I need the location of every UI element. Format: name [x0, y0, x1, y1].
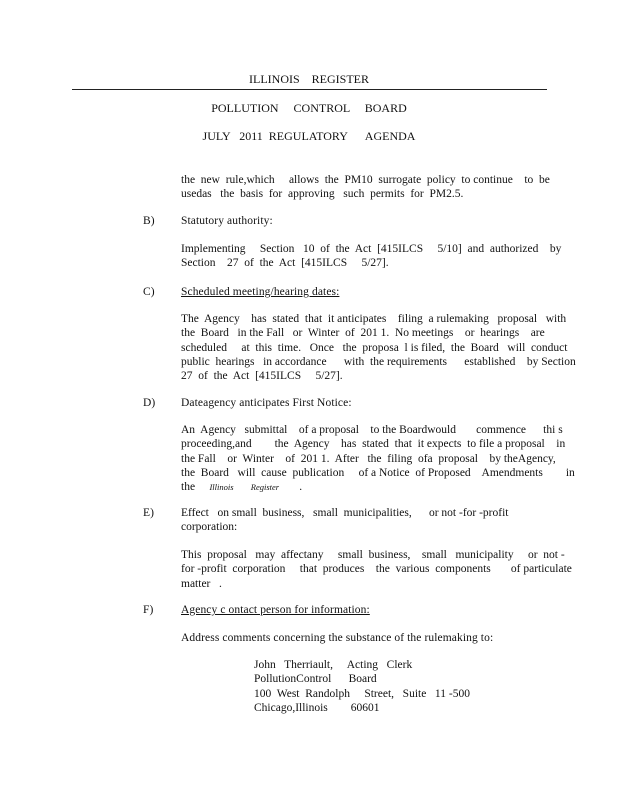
- header-rule: [72, 89, 547, 90]
- section-c-letter: C): [143, 286, 155, 298]
- body-line: This proposal may affectany small business, small municipality or not -: [181, 549, 565, 561]
- section-f-letter: F): [143, 604, 154, 616]
- body-line: Implementing Section 10 of the Act [415ILCS 5/10] and authorized by: [181, 243, 562, 255]
- board-title: POLLUTION CONTROL BOARD: [211, 101, 407, 115]
- intro-paragraph: [181, 173, 550, 202]
- illinois-italic: Illinois: [209, 482, 234, 493]
- section-d-heading: Dateagency anticipates First Notice:: [181, 397, 352, 409]
- heading-line: Effect on small business, small municipalities, or not -for -profit: [181, 507, 509, 519]
- body-line: proceeding,and the Agency has stated that it expects to file a proposal in: [181, 438, 566, 451]
- body-line: Section 27 of the Act [415ILCS 5/27].: [181, 257, 389, 270]
- body-line: matter .: [181, 577, 222, 590]
- section-b-body: [181, 242, 561, 271]
- section-f-heading: Agency c ontact person for information:: [181, 604, 370, 616]
- body-line: The Agency has stated that it anticipates filing a rulemaking proposal with: [181, 313, 567, 325]
- agenda-title: JULY 2011 REGULATORY AGENDA: [202, 129, 416, 143]
- section-e-heading: [181, 506, 508, 535]
- intro-line: usedas the basis for approving such permits for PM2.5.: [181, 188, 464, 201]
- section-d-body: [181, 423, 575, 494]
- body-line: the Board in the Fall or Winter of 201 1. No meetings or hearings are: [181, 327, 545, 340]
- register-title: ILLINOIS REGISTER: [249, 72, 369, 86]
- section-b-heading: Statutory authority:: [181, 215, 273, 227]
- contact-address: [254, 658, 470, 715]
- section-b-letter: B): [143, 215, 155, 227]
- section-e-body: [181, 548, 572, 591]
- register-italic: Register: [250, 482, 280, 493]
- body-line-last: [181, 480, 575, 494]
- intro-line: the new rule,which allows the PM10 surrogate policy to continue to be: [181, 174, 550, 186]
- body-line: An Agency submittal of a proposal to the Boardwould commence thi s: [181, 424, 563, 436]
- body-line: for -profit corporation that produces the various components of particulate: [181, 563, 572, 576]
- body-line: scheduled at this time. Once the proposa l is filed, the Board will conduct: [181, 341, 568, 354]
- section-c-heading: Scheduled meeting/hearing dates:: [181, 286, 340, 298]
- body-line: the Fall or Winter of 201 1. After the filing ofa proposal by theAgency,: [181, 452, 556, 465]
- address-line: Chicago,Illinois 60601: [254, 701, 380, 714]
- address-line: John Therriault, Acting Clerk: [254, 659, 413, 671]
- body-line: the Board will cause publication of a Notice of Proposed Amendments in: [181, 466, 575, 479]
- address-line: 100 West Randolph Street, Suite 11 -500: [254, 687, 470, 700]
- section-d-letter: D): [143, 397, 156, 409]
- section-e-letter: E): [143, 507, 155, 519]
- body-line: 27 of the Act [415ILCS 5/27].: [181, 370, 343, 383]
- body-line: public hearings in accordance with the requirements established by Section: [181, 355, 576, 368]
- prefix: the: [181, 481, 196, 494]
- heading-line: corporation:: [181, 521, 238, 534]
- suffix: .: [299, 481, 303, 494]
- address-line: PollutionControl Board: [254, 673, 377, 686]
- section-c-body: [181, 312, 576, 383]
- section-f-text: Address comments concerning the substance of the rulemaking to:: [181, 632, 494, 644]
